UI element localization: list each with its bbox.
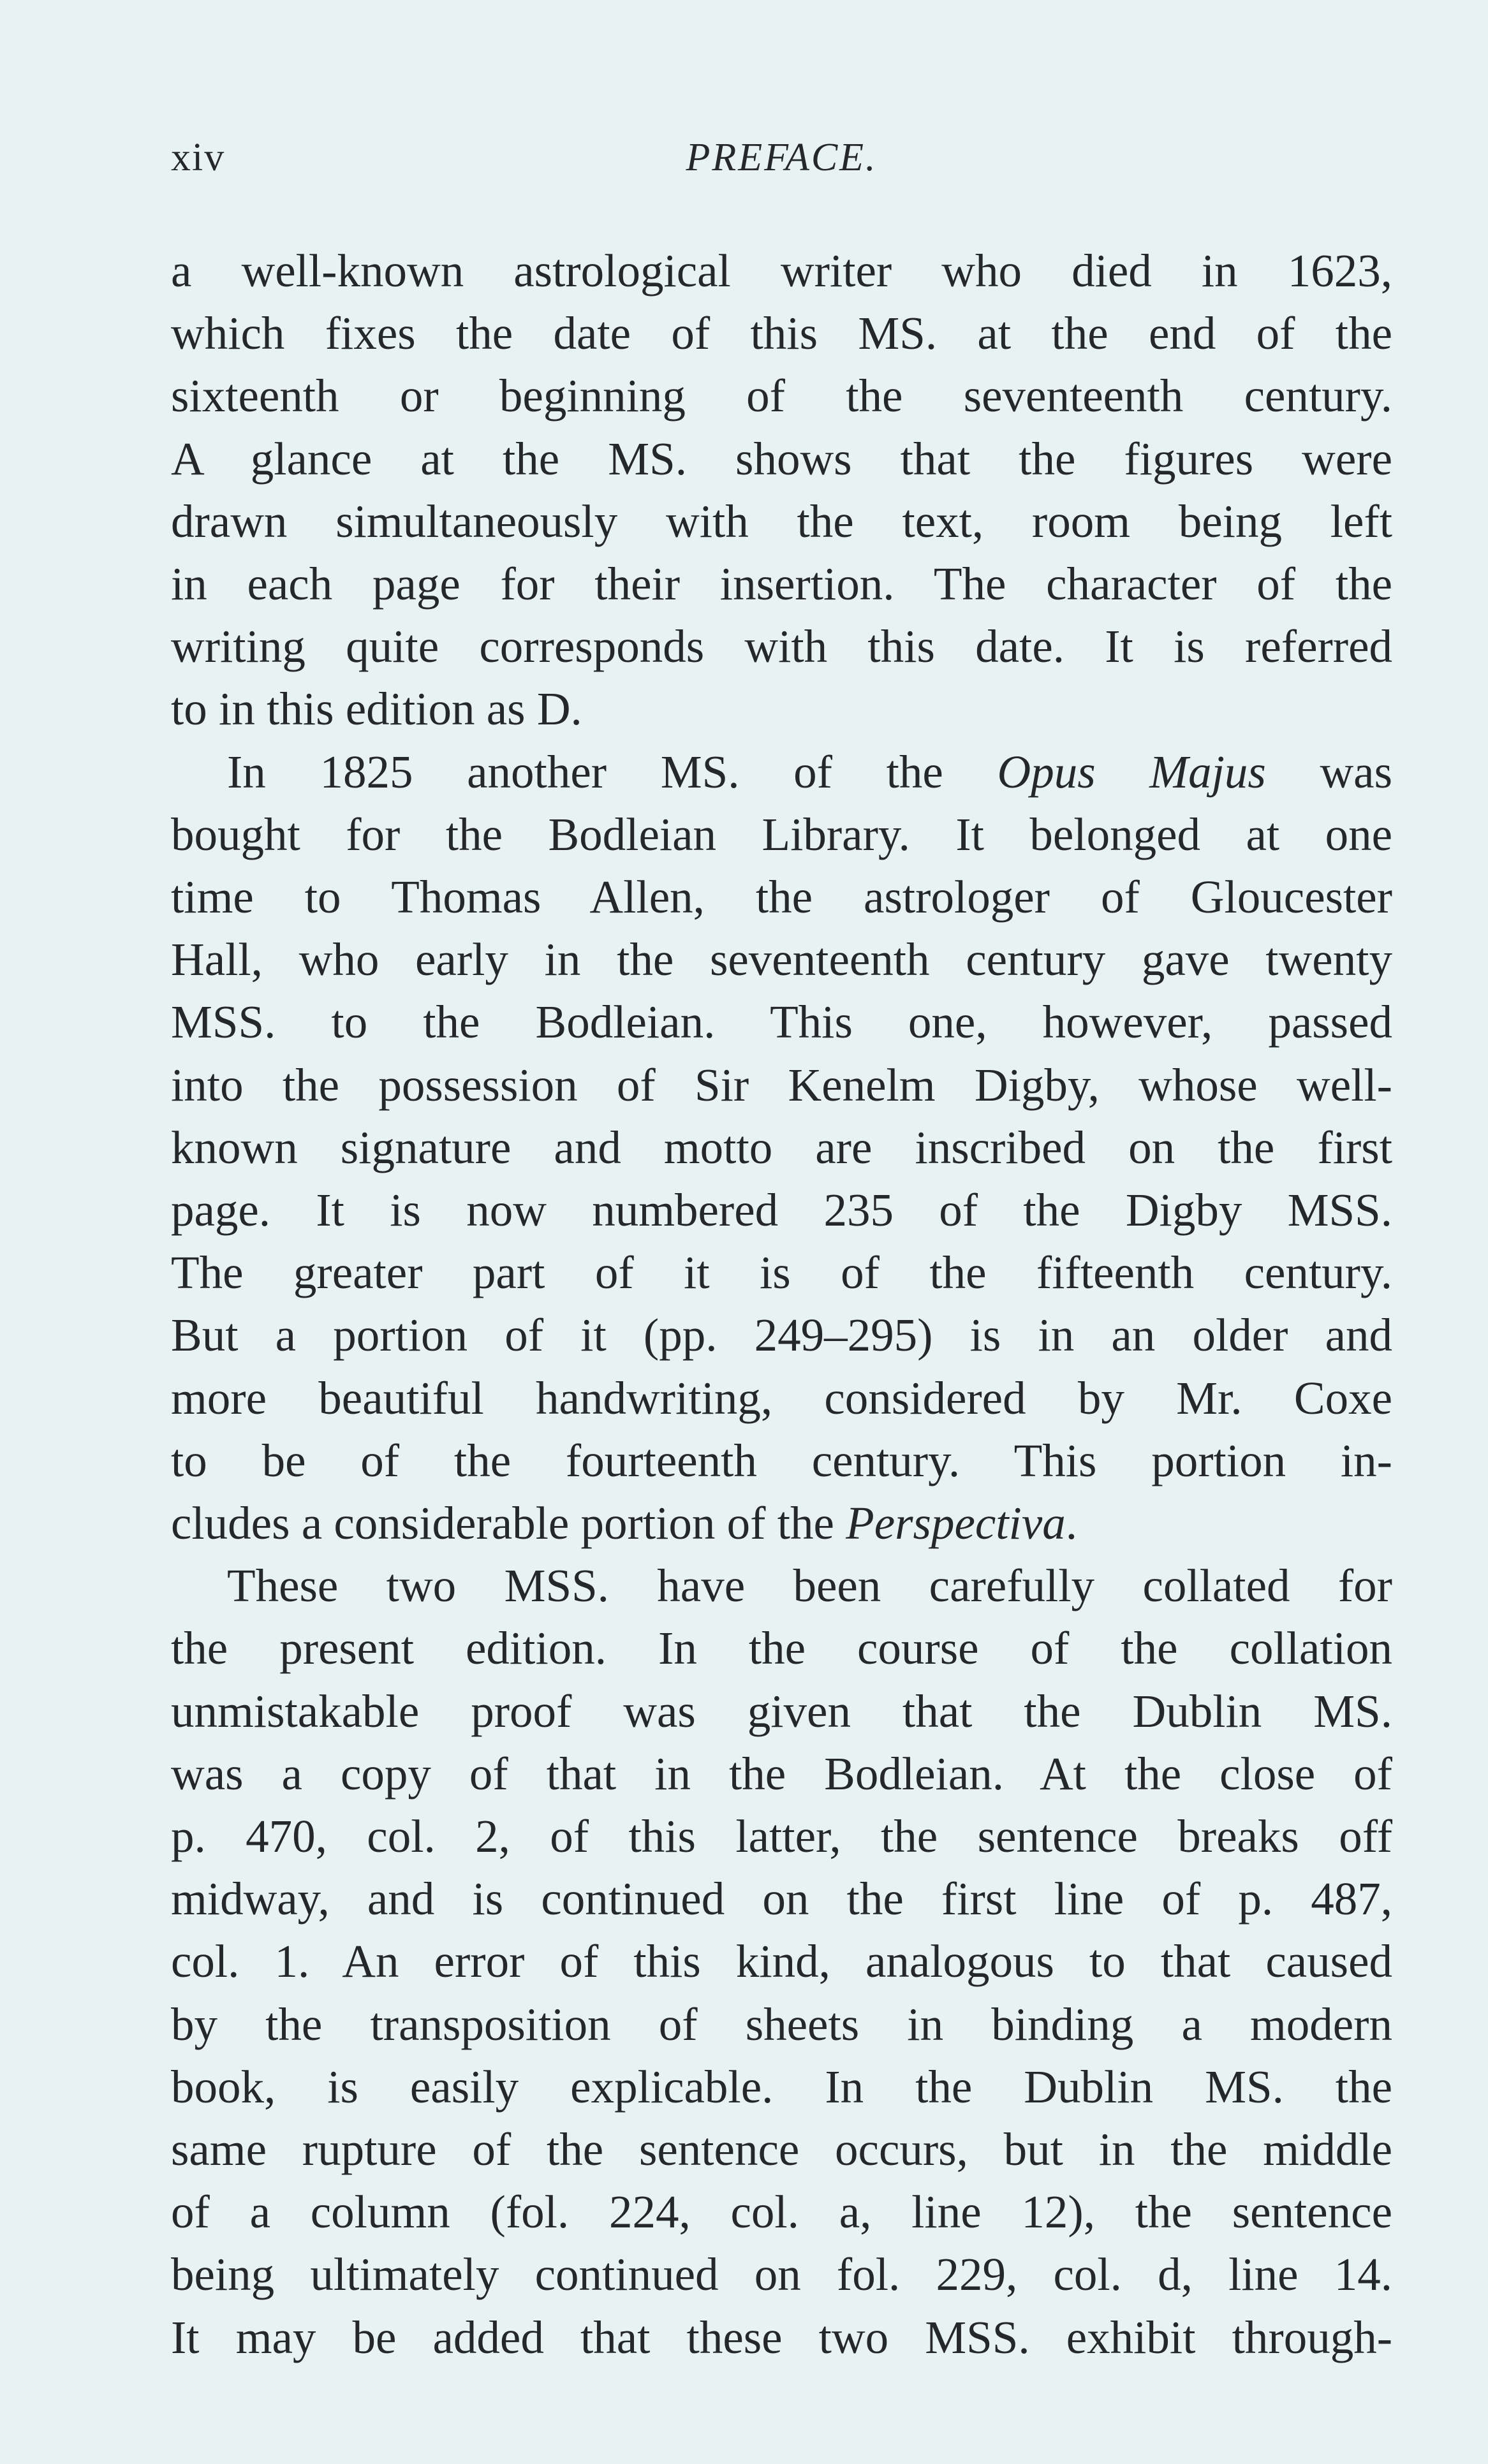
text-segment: more beautiful handwriting, considered by Mr. Coxe <box>171 1372 1392 1424</box>
text-line <box>171 1430 1392 1492</box>
text-line <box>171 678 1392 740</box>
text-segment: midway, and is continued on the first line of p. 487, <box>171 1873 1392 1925</box>
text-segment: was <box>1265 746 1392 798</box>
text-segment: MSS. to the Bodleian. This one, however, passed <box>171 996 1392 1048</box>
text-line <box>171 1868 1392 1930</box>
text-segment: page. It is now numbered 235 of the Digby MSS. <box>171 1184 1392 1236</box>
text-line <box>171 365 1392 427</box>
text-line <box>171 2181 1392 2243</box>
text-segment: col. 1. An error of this kind, analogous to that caused <box>171 1935 1392 1987</box>
text-line <box>171 1743 1392 1805</box>
text-line <box>171 1242 1392 1304</box>
text-segment: in each page for their insertion. The character of the <box>171 558 1392 610</box>
text-segment: p. 470, col. 2, of this latter, the sentence breaks off <box>171 1810 1392 1862</box>
text-line <box>171 615 1392 678</box>
text-line <box>171 1117 1392 1179</box>
text-line <box>171 1680 1392 1743</box>
text-line <box>171 1304 1392 1367</box>
text-line <box>171 2243 1392 2306</box>
text-segment: bought for the Bodleian Library. It belonged at one <box>171 809 1392 860</box>
text-line <box>171 1367 1392 1430</box>
text-segment: But a portion of it (pp. 249–295) is in an older and <box>171 1309 1392 1361</box>
text-segment: unmistakable proof was given that the Dublin MS. <box>171 1685 1392 1737</box>
page-header <box>171 135 1392 186</box>
text-line <box>171 1054 1392 1117</box>
text-segment: drawn simultaneously with the text, room being left <box>171 495 1392 547</box>
text-segment: time to Thomas Allen, the astrologer of Gloucester <box>171 871 1392 923</box>
text-segment: known signature and motto are inscribed on the first <box>171 1122 1392 1173</box>
text-segment: These two MSS. have been carefully collated for <box>227 1560 1392 1611</box>
text-segment: A glance at the MS. shows that the figures were <box>171 433 1392 485</box>
text-segment: to be of the fourteenth century. This portion in- <box>171 1435 1392 1486</box>
text-line <box>171 1993 1392 2056</box>
text-line <box>171 553 1392 615</box>
text-line <box>171 866 1392 928</box>
text-line <box>171 1617 1392 1680</box>
text-line <box>171 1805 1392 1868</box>
text-segment: writing quite corresponds with this date. It is referred <box>171 620 1392 672</box>
text-line <box>171 428 1392 490</box>
text-segment: cludes a considerable portion of the <box>171 1497 846 1549</box>
text-line <box>171 302 1392 365</box>
text-segment: sixteenth or beginning of the seventeenth century. <box>171 370 1392 422</box>
text-line <box>171 991 1392 1053</box>
text-line <box>171 803 1392 866</box>
text-line <box>171 741 1392 803</box>
text-segment: In 1825 another MS. of the <box>227 746 998 798</box>
page-number: xiv <box>171 136 226 179</box>
text-segment: into the possession of Sir Kenelm Digby, whose well- <box>171 1059 1392 1111</box>
text-segment: It may be added that these two MSS. exhibit through- <box>171 2312 1392 2363</box>
text-segment: was a copy of that in the Bodleian. At the close of <box>171 1748 1392 1800</box>
text-segment: to in this edition as D. <box>171 683 582 735</box>
text-line <box>171 928 1392 991</box>
text-line <box>171 1179 1392 1242</box>
italic-title: Perspectiva <box>846 1497 1066 1549</box>
text-segment: The greater part of it is of the fifteenth century. <box>171 1247 1392 1298</box>
text-segment: same rupture of the sentence occurs, but in the middle <box>171 2123 1392 2175</box>
text-line <box>171 490 1392 553</box>
text-segment: by the transposition of sheets in binding a modern <box>171 1998 1392 2050</box>
text-segment: which fixes the date of this MS. at the end of the <box>171 307 1392 359</box>
text-segment: Hall, who early in the seventeenth century gave twenty <box>171 934 1392 985</box>
text-segment: being ultimately continued on fol. 229, col. d, line 14. <box>171 2248 1392 2300</box>
text-line <box>171 1555 1392 1617</box>
text-segment: of a column (fol. 224, col. a, line 12), the sentence <box>171 2186 1392 2238</box>
text-segment: book, is easily explicable. In the Dublin MS. the <box>171 2061 1392 2113</box>
text-line <box>171 2118 1392 2181</box>
italic-title: Opus Majus <box>997 746 1266 798</box>
text-segment: a well-known astrological writer who died in 1623, <box>171 245 1392 297</box>
running-title: PREFACE. <box>686 136 878 179</box>
text-line <box>171 1930 1392 1993</box>
text-segment: . <box>1065 1497 1077 1549</box>
text-line <box>171 1492 1392 1555</box>
text-line <box>171 240 1392 302</box>
text-segment: the present edition. In the course of the collation <box>171 1622 1392 1674</box>
text-line <box>171 2056 1392 2118</box>
text-line <box>171 2306 1392 2369</box>
